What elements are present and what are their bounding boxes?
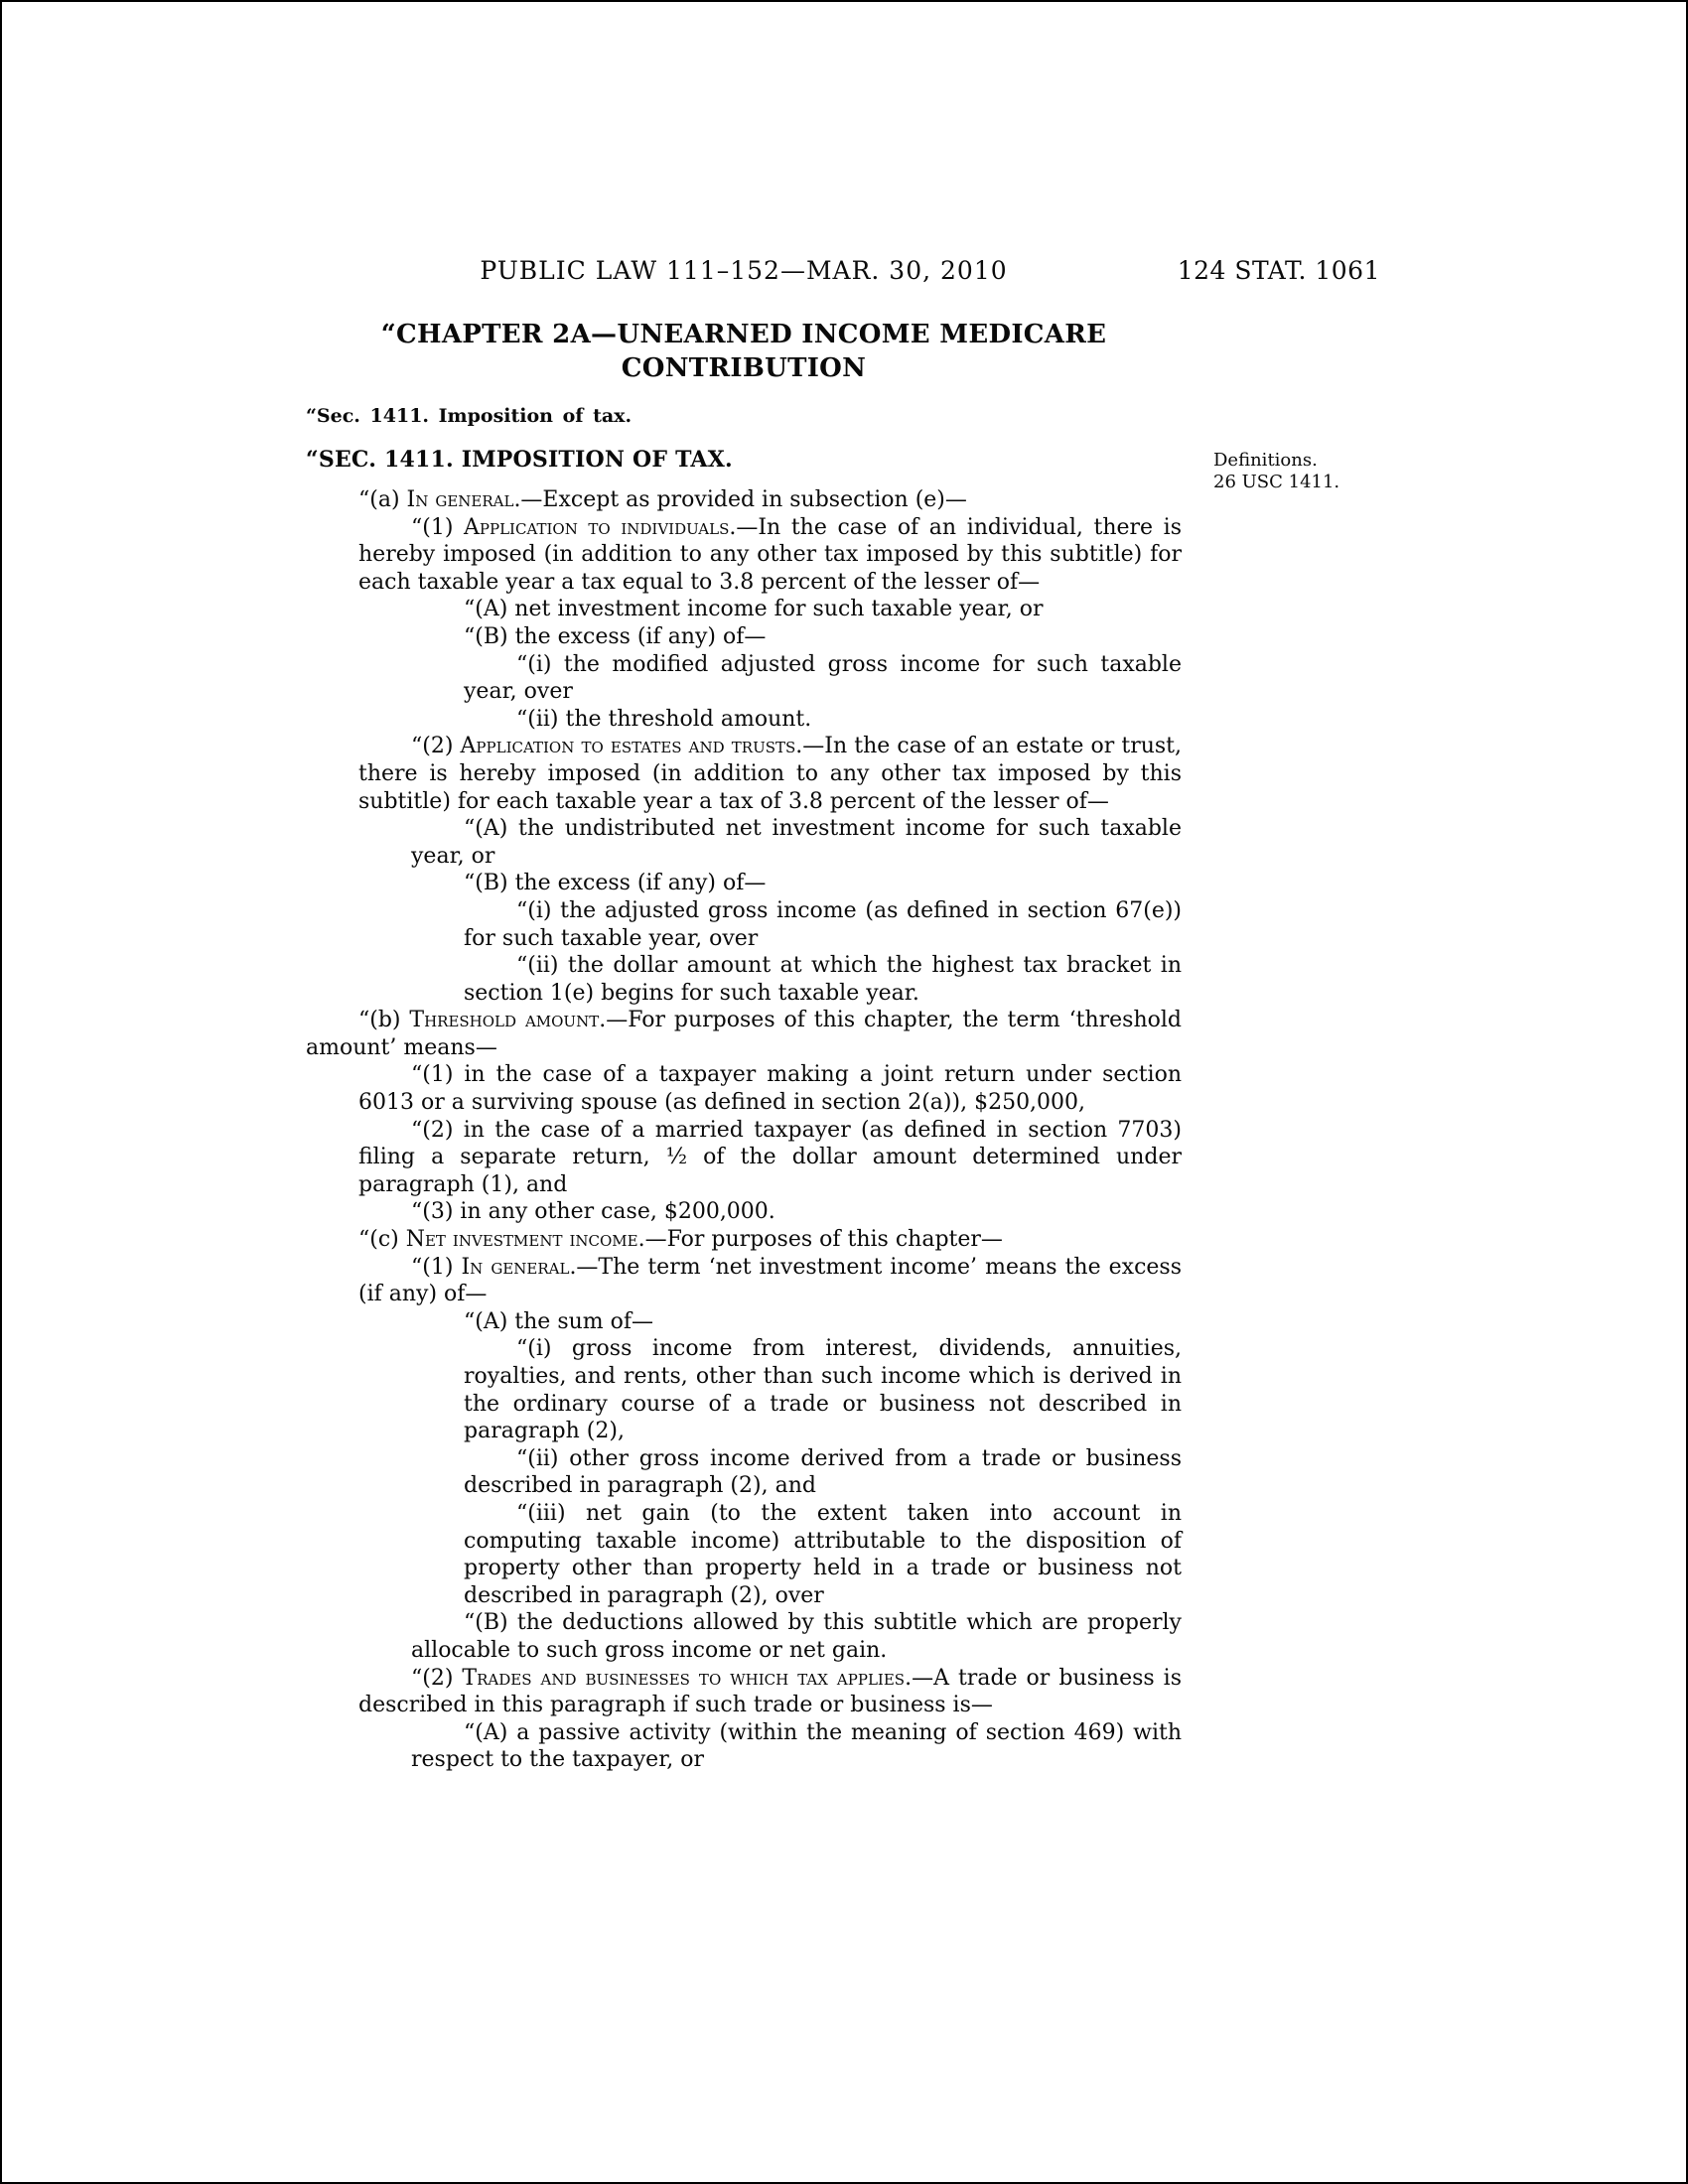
text-segment: .—In the case of an estate or trust, there is hereby imposed (in addition to any other tax imposed by this subtitle) for each taxable year a tax of 3.8 percent of the lesser of— — [358, 734, 1183, 814]
small-caps-term: Application to individuals — [464, 514, 730, 540]
statute-paragraph — [306, 1500, 1182, 1609]
margin-note-definitions: Definitions. — [1213, 450, 1318, 471]
statute-paragraph — [306, 1007, 1182, 1061]
small-caps-term: In general — [461, 1254, 570, 1280]
statute-paragraph — [306, 952, 1182, 1007]
small-caps-term: Trades and businesses to which tax applies — [462, 1665, 906, 1691]
text-segment: “(2) — [411, 1665, 463, 1691]
statute-paragraph — [306, 1335, 1182, 1444]
statute-paragraph — [306, 486, 1182, 514]
text-segment: “(2) in the case of a married taxpayer (as defined in section 7703) filing a separate return, ½ of the dollar amount determined under paragraph (1), and — [358, 1117, 1182, 1197]
statute-paragraph — [306, 706, 1182, 734]
text-segment: “(A) net investment income for such taxable year, or — [464, 597, 1044, 622]
statute-paragraph — [306, 815, 1182, 870]
text-segment: “(B) the excess (if any) of— — [464, 871, 767, 896]
margin-note — [1213, 450, 1392, 493]
statute-paragraph — [306, 1719, 1182, 1774]
statute-paragraph — [306, 1117, 1182, 1199]
statute-paragraph — [306, 1061, 1182, 1116]
text-segment: “(c) — [358, 1227, 406, 1253]
running-header-law: PUBLIC LAW 111–152—MAR. 30, 2010 — [480, 256, 1008, 285]
section-heading: “SEC. 1411. IMPOSITION OF TAX. — [306, 447, 733, 473]
statute-paragraph — [306, 1609, 1182, 1664]
statute-paragraph — [306, 514, 1182, 597]
text-segment: .—In the case of an individual, there is hereby imposed (in addition to any other tax imposed by this subtitle) for each taxable year a tax equal to 3.8 percent of the lesser of— — [358, 514, 1182, 595]
text-segment: “(A) the undistributed net investment income for such taxable year, or — [411, 816, 1182, 869]
text-segment: “(ii) the dollar amount at which the highest tax bracket in section 1(e) begins for such taxable year. — [464, 953, 1182, 1006]
statute-paragraph — [306, 897, 1182, 952]
text-segment: “(ii) the threshold amount. — [516, 706, 812, 732]
statute-paragraph — [306, 1198, 1182, 1226]
text-segment: .—Except as provided in subsection (e)— — [513, 487, 967, 512]
text-segment: “(3) in any other case, $200,000. — [411, 1199, 775, 1225]
text-segment: “(A) the sum of— — [464, 1308, 654, 1334]
toc-entry: “Sec. 1411. Imposition of tax. — [306, 405, 633, 427]
statute-paragraph — [306, 1665, 1182, 1719]
running-header-stat-page: 124 STAT. 1061 — [1177, 256, 1380, 285]
small-caps-term: Application to estates and trusts — [460, 734, 796, 759]
text-segment: .—For purposes of this chapter— — [637, 1227, 1003, 1253]
statute-paragraph — [306, 596, 1182, 623]
small-caps-term: In general — [406, 487, 514, 512]
text-segment: “(i) gross income from interest, dividends, annuities, royalties, and rents, other than such income which is derived in the ordinary course of a trade or business not described in paragraph (2), — [464, 1336, 1182, 1444]
text-segment: “(a) — [358, 487, 407, 512]
text-segment: “(A) a passive activity (within the meaning of section 469) with respect to the taxpayer, or — [411, 1719, 1182, 1773]
text-segment: “(i) the modified adjusted gross income for such taxable year, over — [464, 651, 1182, 705]
statute-paragraph — [306, 733, 1182, 815]
text-segment: “(1) in the case of a taxpayer making a joint return under section 6013 or a surviving spouse (as defined in section 2(a)), $250,000, — [358, 1062, 1182, 1116]
margin-note-usc-citation: 26 USC 1411. — [1213, 472, 1340, 492]
text-segment: “(2) — [411, 734, 461, 759]
text-segment: .—For purposes of this chapter, the term ‘threshold amount’ means— — [306, 1008, 1182, 1060]
text-segment: “(1) — [411, 514, 465, 540]
chapter-heading — [306, 318, 1182, 385]
text-segment: “(1) — [411, 1254, 462, 1280]
statute-paragraph — [306, 1254, 1182, 1308]
chapter-heading-line1: “CHAPTER 2A—UNEARNED INCOME MEDICARE — [380, 320, 1107, 349]
text-segment: “(B) the excess (if any) of— — [464, 623, 767, 649]
text-segment: “(i) the adjusted gross income (as defined in section 67(e)) for such taxable year, over — [464, 897, 1182, 951]
statute-body — [306, 486, 1182, 1774]
statute-paragraph — [306, 1308, 1182, 1336]
statute-paragraph — [306, 623, 1182, 651]
text-segment: “(B) the deductions allowed by this subtitle which are properly allocable to such gross income or net gain. — [411, 1610, 1182, 1663]
text-segment: “(ii) other gross income derived from a trade or business described in paragraph (2), and — [464, 1445, 1182, 1499]
small-caps-term: Net investment income — [405, 1227, 638, 1253]
text-segment: “(b) — [358, 1008, 410, 1033]
statute-paragraph — [306, 1445, 1182, 1500]
chapter-heading-line2: CONTRIBUTION — [621, 353, 867, 383]
text-segment: “(iii) net gain (to the extent taken into account in computing taxable income) attributable to the disposition of property other than property held in a trade or business not described in paragraph (2), over — [464, 1500, 1182, 1608]
text-segment: .—A trade or business is described in this paragraph if such trade or business is— — [358, 1665, 1182, 1718]
statute-paragraph — [306, 870, 1182, 897]
small-caps-term: Threshold amount — [409, 1008, 600, 1033]
text-segment: .—The term ‘net investment income’ means the excess (if any) of— — [358, 1254, 1183, 1307]
statute-paragraph — [306, 1226, 1182, 1254]
statute-paragraph — [306, 651, 1182, 706]
